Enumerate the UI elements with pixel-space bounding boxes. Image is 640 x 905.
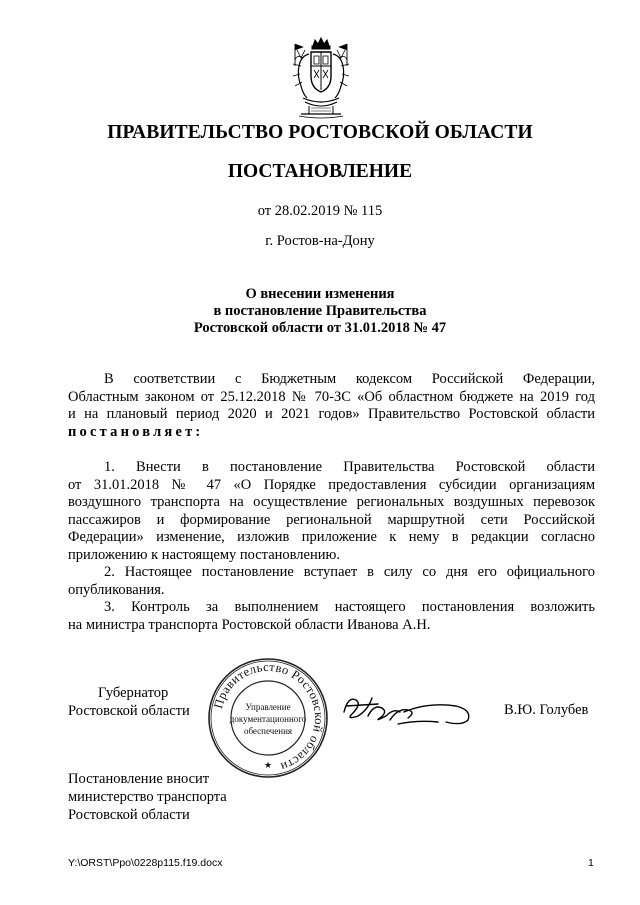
text-line: на министра транспорта Ростовской области Иванова А.Н. xyxy=(68,616,431,633)
preamble-paragraph xyxy=(68,371,595,441)
item-3-paragraph xyxy=(68,599,595,634)
item-2-paragraph xyxy=(68,564,595,599)
introduced-by-block xyxy=(68,770,227,824)
official-stamp-icon xyxy=(206,656,330,780)
position-line: Ростовской области xyxy=(68,703,190,719)
introduced-by-line: Ростовской области xyxy=(68,807,190,823)
text-line: 2. Настоящее постановление вступает в силу со дня его официального xyxy=(104,564,595,580)
text-line: пассажиров и формирование региональной маршрутной сети Российской xyxy=(68,511,595,528)
text-line: Областным законом от 25.12.2018 № 70-ЗС «Об областном бюджете на 2019 год xyxy=(68,388,595,405)
text-line: В соответствии с Бюджетным кодексом Российской Федерации, xyxy=(104,371,595,387)
stamp-ring-text: Правительство Ростовской области xyxy=(211,659,327,775)
text-line: воздушного транспорта на осуществление региональных воздушных перевозок xyxy=(68,494,595,510)
text-line: приложению к настоящему постановлению. xyxy=(68,546,340,563)
date-and-number: от 28.02.2019 № 115 xyxy=(257,203,383,219)
svg-text:★: ★ xyxy=(263,761,273,771)
city: г. Ростов-на-Дону xyxy=(265,233,375,249)
file-path: Y:\ORST\Ppo\0228p115.f19.docx xyxy=(68,857,223,869)
government-title: ПРАВИТЕЛЬСТВО РОСТОВСКОЙ ОБЛАСТИ xyxy=(107,122,533,143)
text-line: 1. Внести в постановление Правительства Ростовской области xyxy=(104,459,595,475)
rostov-coat-of-arms-icon xyxy=(289,36,353,120)
text-line: от 31.01.2018 № 47 «О Порядке предоставления субсидии организациям xyxy=(68,476,595,493)
position-line: Губернатор xyxy=(98,685,169,701)
stamp-inner-line: Управление xyxy=(245,702,291,712)
resolves-word: постановляет: xyxy=(68,423,204,440)
subject-line: Ростовской области от 31.01.2018 № 47 xyxy=(193,320,447,336)
page-number: 1 xyxy=(588,857,594,869)
item-1-paragraph xyxy=(68,459,595,564)
introduced-by-line: Постановление вносит xyxy=(68,771,210,787)
text-line: Федерации» изменение, изложив приложение к нему в редакции согласно xyxy=(68,529,595,545)
document-type: ПОСТАНОВЛЕНИЕ xyxy=(227,161,413,182)
subject-line: О внесении изменения xyxy=(245,286,395,302)
signatory-position xyxy=(68,684,190,720)
stamp-inner-line: обеспечения xyxy=(243,726,293,736)
signatory-name: В.Ю. Голубев xyxy=(504,702,589,718)
introduced-by-line: министерство транспорта xyxy=(68,789,227,805)
text-line: опубликования. xyxy=(68,581,165,598)
text-line: и на плановый период 2020 и 2021 годов» Правительство Ростовской области xyxy=(68,406,595,422)
stamp-inner-line: документационного xyxy=(229,714,307,724)
text-line: 3. Контроль за выполнением настоящего постановления возложить xyxy=(104,599,595,615)
document-subject xyxy=(0,286,640,337)
handwritten-signature-icon xyxy=(338,686,478,732)
subject-line: в постановление Правительства xyxy=(213,303,427,319)
